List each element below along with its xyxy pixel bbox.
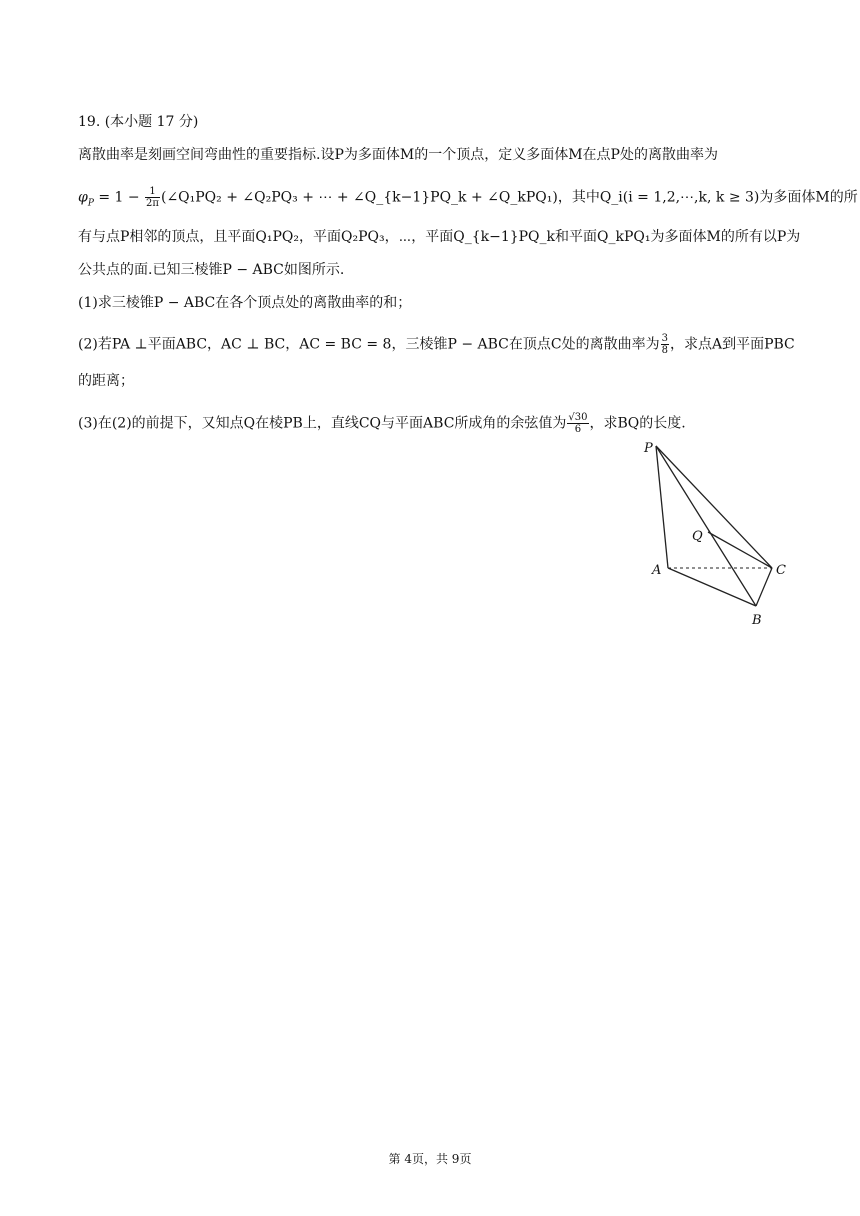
fraction-3-over-8: $\frac{3}{8}$ bbox=[661, 333, 668, 356]
edge-AB bbox=[668, 568, 756, 606]
formula-rest: (∠Q₁PQ₂ + ∠Q₂PQ₃ + ⋯ + ∠Q_{k−1}PQ_k + ∠Q_kPQ₁)，其中Q_i(i = 1,2,⋯,k, k ≥ 3)为多面体M的所 bbox=[160, 189, 858, 206]
phi-subscript: P bbox=[87, 198, 94, 209]
formula-line bbox=[78, 186, 858, 213]
problem-header: 19. (本小题 17 分) bbox=[78, 114, 199, 130]
question-2-text: (2)若PA ⊥平面ABC，AC ⊥ BC，AC = BC = 8，三棱锥P − ABC在顶点C处的离散曲率为 bbox=[78, 336, 660, 353]
problem-line-3: 有与点P相邻的顶点，且平面Q₁PQ₂，平面Q₂PQ₃，⋯，平面Q_{k−1}PQ_k和平面Q_kPQ₁为多面体M的所有以P为 bbox=[78, 229, 801, 245]
tetrahedron-figure bbox=[640, 436, 800, 632]
question-3-text: (3)在(2)的前提下，又知点Q在棱PB上，直线CQ与平面ABC所成角的余弦值为 bbox=[78, 415, 567, 432]
question-2 bbox=[78, 333, 795, 356]
fraction-sqrt30-over-6: $\frac{√30}{6}$ bbox=[568, 412, 588, 435]
edge-PA bbox=[656, 446, 668, 568]
question-2-tail: ，求点A到平面PBC bbox=[669, 336, 795, 353]
question-3 bbox=[78, 412, 686, 435]
question-3-tail: ，求BQ的长度. bbox=[589, 415, 686, 432]
fraction-1-over-2pi: $\frac{1}{2\pi}$ bbox=[146, 186, 159, 209]
label-Q: Q bbox=[692, 529, 703, 544]
problem-line-4: 公共点的面.已知三棱锥P − ABC如图所示. bbox=[78, 262, 345, 278]
edge-PC bbox=[656, 446, 772, 568]
phi-symbol: φ bbox=[78, 189, 88, 206]
label-C: C bbox=[776, 563, 786, 578]
label-B: B bbox=[752, 613, 762, 628]
segment-QC bbox=[708, 532, 772, 568]
problem-line-1: 离散曲率是刻画空间弯曲性的重要指标.设P为多面体M的一个顶点，定义多面体M在点P处的离散曲率为 bbox=[78, 147, 718, 163]
label-P: P bbox=[644, 441, 653, 456]
question-2-continuation: 的距离； bbox=[78, 373, 134, 389]
question-1: (1)求三棱锥P − ABC在各个顶点处的离散曲率的和； bbox=[78, 295, 412, 311]
label-A: A bbox=[652, 563, 662, 578]
page-footer: 第 4页，共 9页 bbox=[388, 1152, 472, 1166]
edge-BC bbox=[756, 568, 772, 606]
edge-PB bbox=[656, 446, 756, 606]
equals-part: = 1 − bbox=[93, 189, 145, 206]
